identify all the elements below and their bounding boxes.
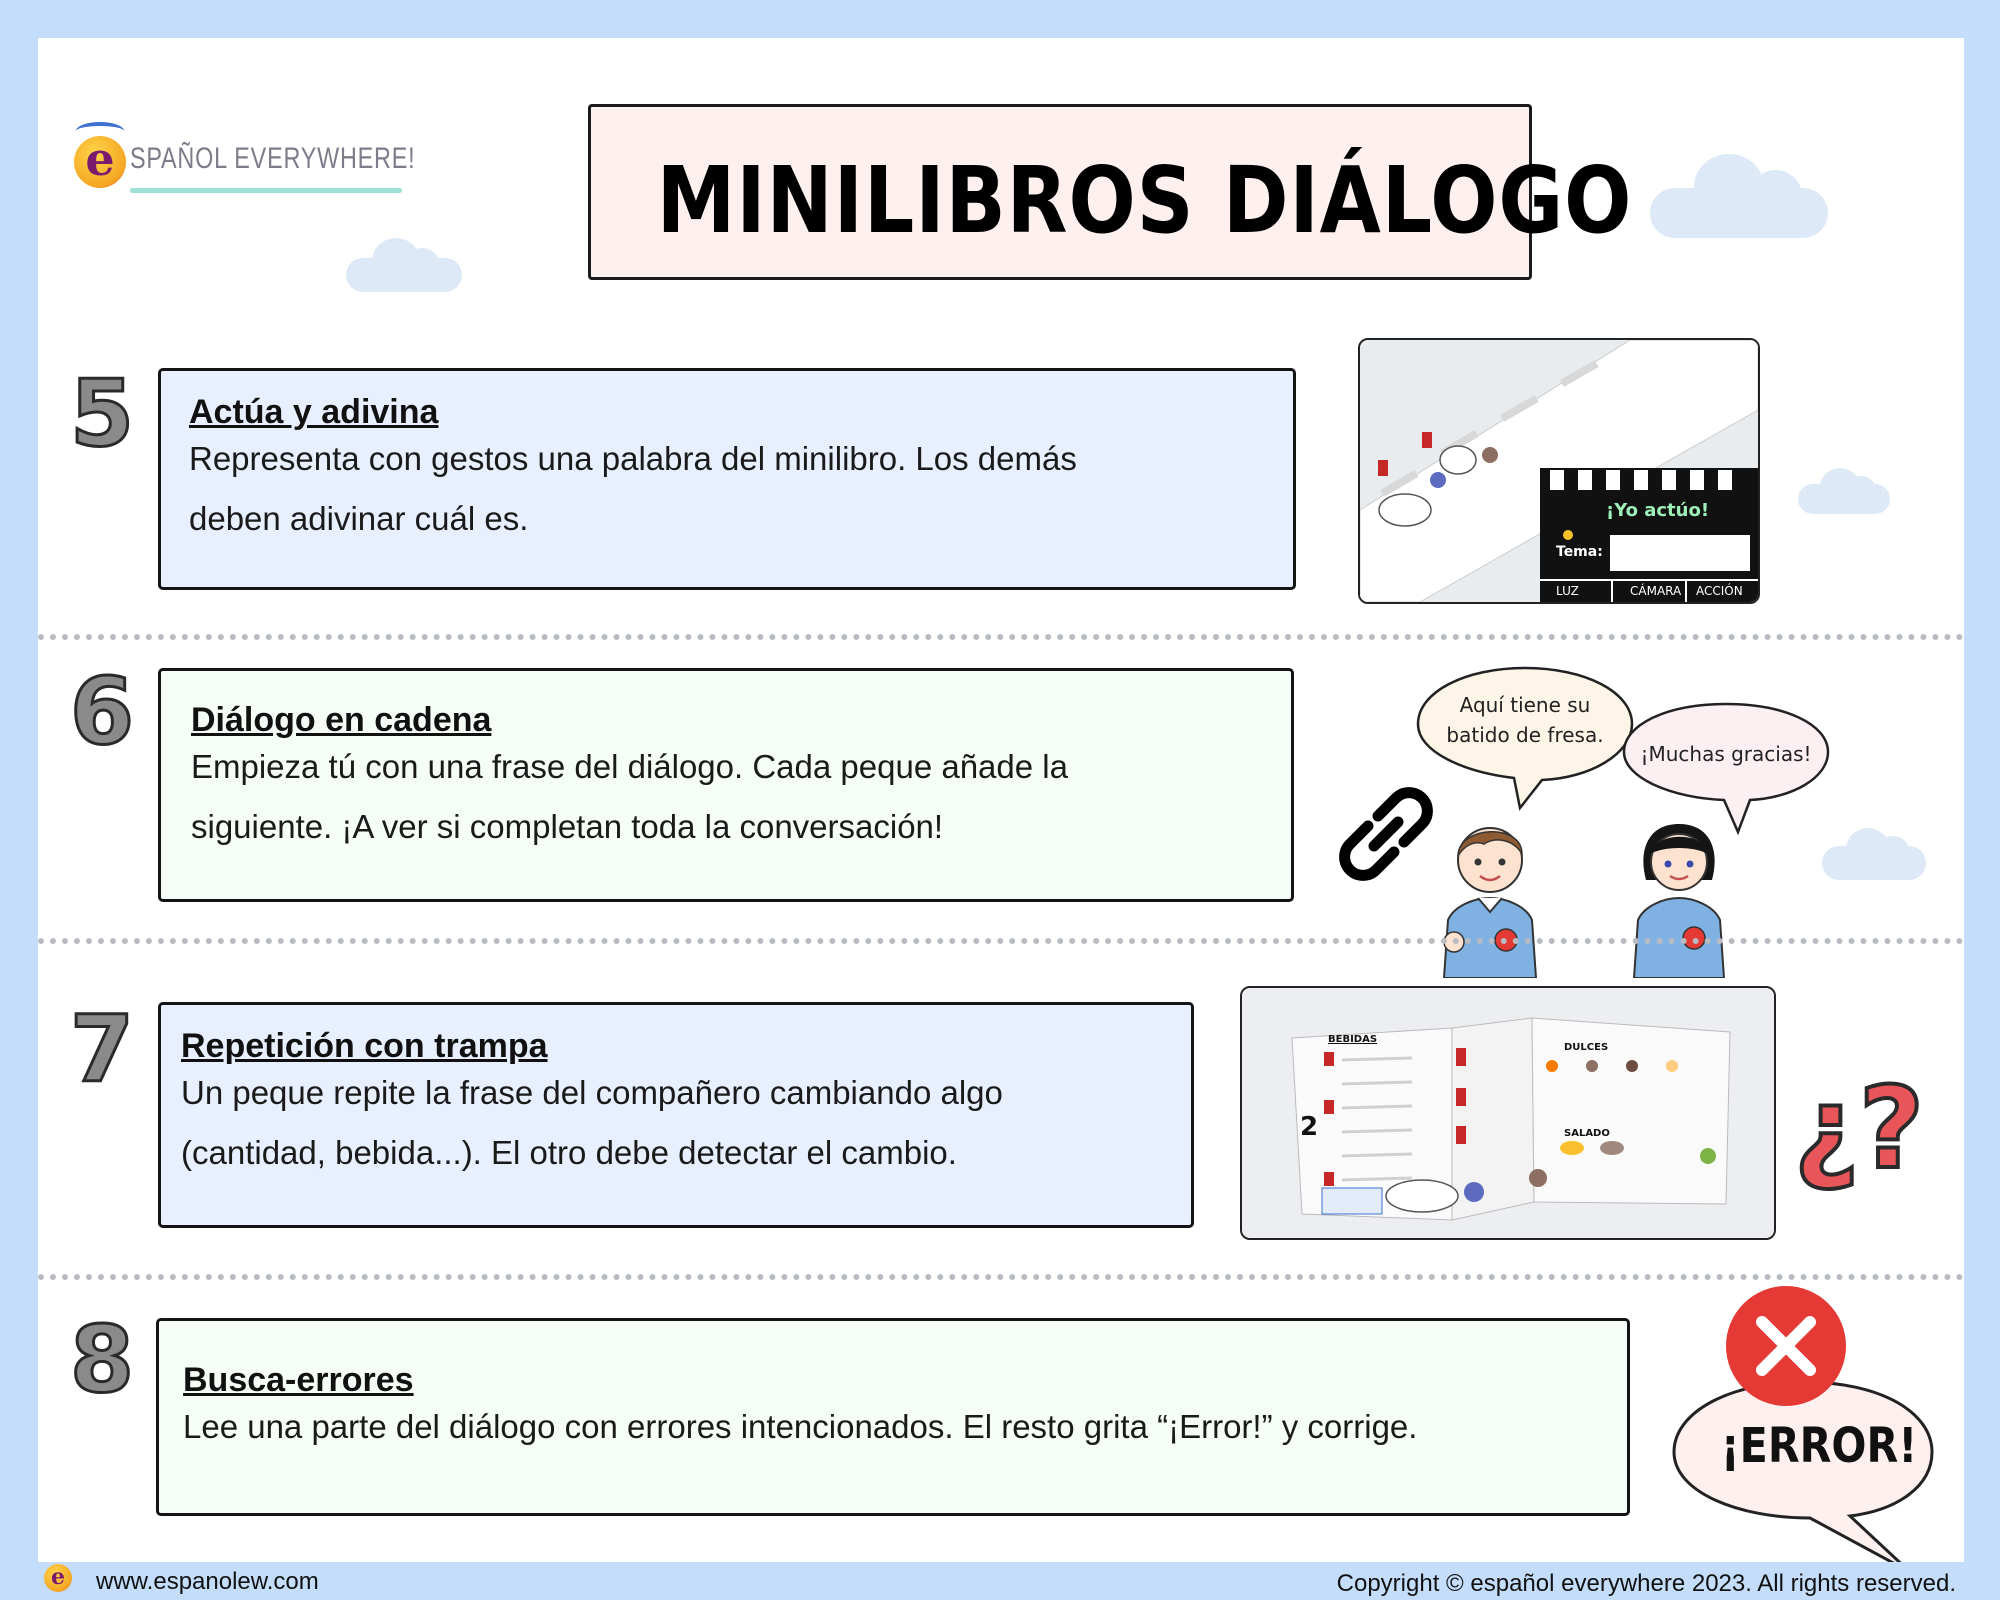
minibook-illustration: [1242, 988, 1774, 1238]
activity-title: Busca-errores: [183, 1361, 414, 1399]
activity-card-5: [158, 368, 1296, 590]
activity-number: 6: [70, 658, 135, 765]
minibook-section-title: DULCES: [1564, 1042, 1609, 1053]
cloud-decoration: [346, 258, 462, 292]
activity-title: Diálogo en cadena: [191, 701, 492, 739]
title-box: [588, 104, 1633, 280]
minibook-section-title: BEBIDAS: [1328, 1034, 1378, 1045]
clapper-label: ¡Yo actúo!: [1606, 500, 1710, 521]
minibook-photo: [1240, 986, 1776, 1240]
activity-text-line: Un peque repite la frase del compañero cambiando algo: [181, 1074, 1003, 1111]
minibook-page-number: 2: [1300, 1112, 1319, 1142]
activity-text-line: Empieza tú con una frase del diálogo. Cada peque añade la: [191, 748, 1068, 785]
clapper-footer-label: LUZ: [1556, 584, 1579, 598]
activity-text-line: Representa con gestos una palabra del minilibro. Los demás: [189, 440, 1077, 477]
section-divider: [38, 938, 1964, 944]
cloud-decoration: [1798, 484, 1890, 514]
logo-icon: e: [74, 136, 126, 188]
clapper-field-label: Tema:: [1556, 544, 1603, 560]
clapperboard-photo: [1358, 338, 1760, 604]
minibook-section-title: SALADO: [1564, 1128, 1610, 1139]
activity-title: Repetición con trampa: [181, 1027, 548, 1065]
footer-website[interactable]: www.espanolew.com: [96, 1568, 319, 1595]
boy-character: [1434, 810, 1546, 978]
activity-number: 8: [70, 1306, 135, 1413]
question-marks: ¿?: [1794, 1064, 1924, 1194]
activity-text-line: Lee una parte del diálogo con errores intencionados. El resto grita “¡Error!” y corrige.: [183, 1408, 1418, 1445]
close-icon: [1724, 1284, 1848, 1408]
footer-logo-icon: e: [44, 1564, 72, 1592]
activity-text-line: deben adivinar cuál es.: [189, 500, 529, 537]
activity-text-line: (cantidad, bebida...). El otro debe detectar el cambio.: [181, 1134, 957, 1171]
clapper-footer-label: ACCIÓN: [1696, 584, 1743, 598]
activity-card-7: [158, 1002, 1194, 1228]
logo-underline: [130, 188, 402, 193]
speech-text-girl: ¡Muchas gracias!: [1640, 742, 1812, 766]
clapper-footer-label: CÁMARA: [1630, 584, 1682, 598]
brand-name: SPAÑOL EVERYWHERE!: [130, 142, 416, 175]
section-divider: [38, 634, 1964, 640]
page-title: MINILIBROS DIÁLOGO: [656, 147, 1633, 254]
activity-card-6: [158, 668, 1294, 902]
brand-logo: [74, 108, 416, 198]
activity-number: 7: [70, 996, 135, 1103]
activity-card-8: [156, 1318, 1630, 1516]
footer: [0, 1562, 2000, 1600]
error-text: ¡ERROR!: [1720, 1418, 1918, 1474]
cloud-decoration: [1650, 188, 1828, 238]
activity-text-line: siguiente. ¡A ver si completan toda la conversación!: [191, 808, 944, 845]
speech-text-boy: Aquí tiene su batido de fresa.: [1446, 693, 1604, 747]
activity-number: 5: [70, 360, 135, 467]
cloud-decoration: [1822, 846, 1926, 880]
girl-character: [1624, 810, 1734, 978]
clapperboard-illustration: [1360, 340, 1758, 602]
worksheet-page: [38, 38, 1964, 1562]
footer-copyright: Copyright © español everywhere 2023. All rights reserved.: [1336, 1570, 1956, 1597]
activity-title: Actúa y adivina: [189, 393, 439, 431]
section-divider: [38, 1274, 1964, 1280]
